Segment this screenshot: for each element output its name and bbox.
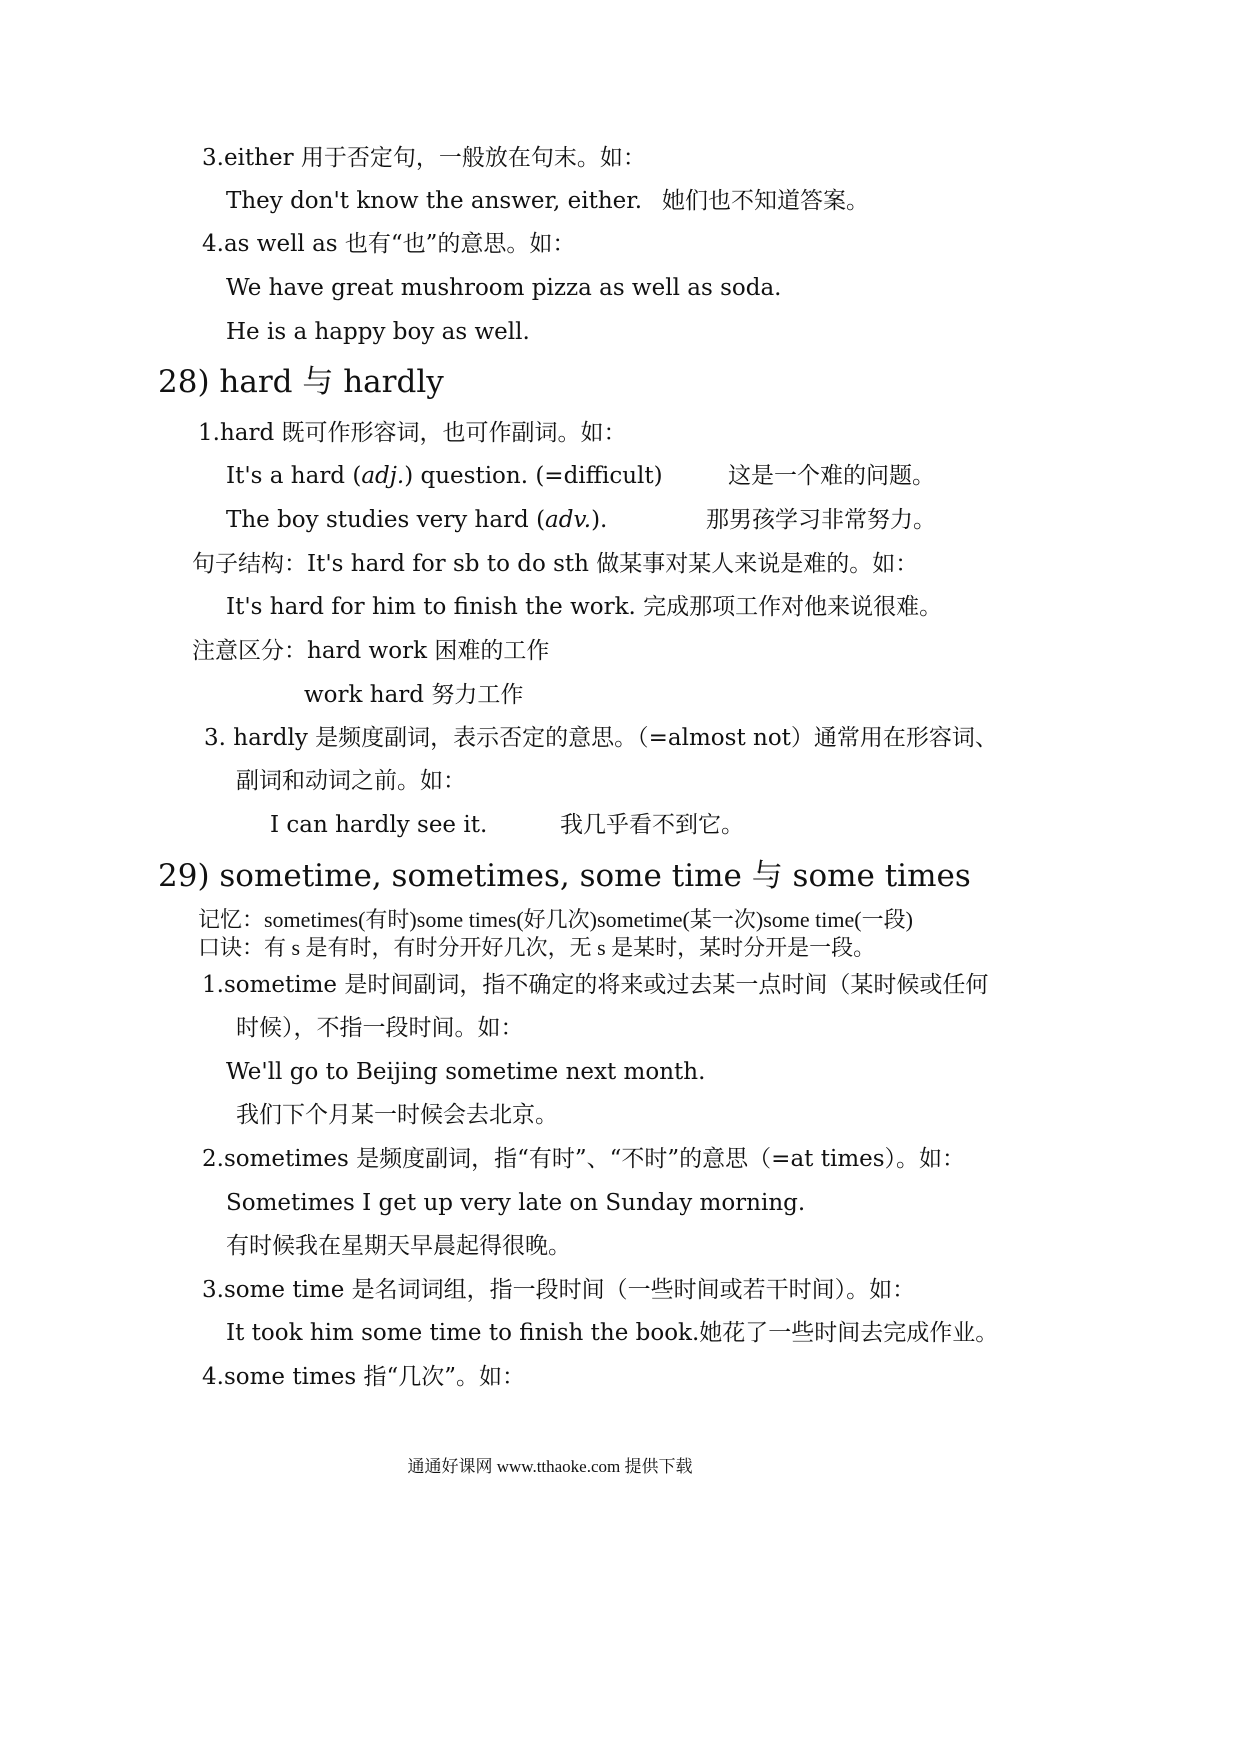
s28-example-1-abbr: adj. xyxy=(361,463,405,489)
s28-example-2-part-b: ). xyxy=(591,507,608,533)
s28-structure-example: It's hard for him to finish the work. 完成那项工作对他来说很难。 xyxy=(226,594,943,620)
s29-rhyme: 口诀：有 s 是有时，有时分开好几次，无 s 是某时，某时分开是一段。 xyxy=(198,935,876,960)
s29-item3-example: It took him some time to finish the book.她花了一些时间去完成作业。 xyxy=(226,1320,999,1346)
s28-example-2-cn: 那男孩学习非常努力。 xyxy=(706,507,936,533)
s28-example-2 xyxy=(226,505,607,535)
page-footer: 通通好课网 www.tthaoke.com 提供下载 xyxy=(407,1457,693,1476)
s28-example-2-part-a: The boy studies very hard ( xyxy=(226,507,546,533)
s28-example-1-part-a: It's a hard ( xyxy=(226,463,362,489)
s29-item2-example-cn: 有时候我在星期天早晨起得很晚。 xyxy=(226,1233,571,1259)
s28-example-1-part-b: ) question. (=difficult) xyxy=(404,463,663,489)
s27-item4: 4.as well as 也有“也”的意思。如： xyxy=(202,231,576,257)
s28-item1: 1.hard 既可作形容词，也可作副词。如： xyxy=(198,420,627,446)
s29-item1-example: We'll go to Beijing sometime next month. xyxy=(226,1059,706,1085)
s29-item3: 3.some time 是名词词组，指一段时间（一些时间或若干时间）。如： xyxy=(202,1277,916,1303)
s27-item4-example-1: We have great mushroom pizza as well as soda. xyxy=(226,275,782,301)
s29-heading: 29) sometime, sometimes, some time 与 some times xyxy=(158,858,971,894)
s28-example-2-abbr: adv. xyxy=(545,507,592,533)
s28-item3-line-1: 3. hardly 是频度副词，表示否定的意思。（=almost not）通常用在形容词、 xyxy=(204,725,998,751)
s27-item3-example: They don't know the answer, either. xyxy=(226,188,643,214)
s28-example-1-cn: 这是一个难的问题。 xyxy=(728,463,935,489)
s29-item4: 4.some times 指“几次”。如： xyxy=(202,1364,525,1390)
s27-item4-example-2: He is a happy boy as well. xyxy=(226,319,530,345)
s27-item3-example-cn: 她们也不知道答案。 xyxy=(662,188,869,214)
s28-note-2: work hard 努力工作 xyxy=(304,682,524,708)
s28-item3-line-2: 副词和动词之前。如： xyxy=(236,768,466,794)
s28-structure: 句子结构：It's hard for sb to do sth 做某事对某人来说是难的。如： xyxy=(192,551,919,577)
s29-item1-example-cn: 我们下个月某一时候会去北京。 xyxy=(236,1102,558,1128)
s28-item3-example: I can hardly see it. xyxy=(270,812,488,838)
s28-item3-example-cn: 我几乎看不到它。 xyxy=(560,812,744,838)
s29-item1-line-2: 时候），不指一段时间。如： xyxy=(236,1015,524,1041)
s28-example-1 xyxy=(226,461,663,491)
s28-heading: 28) hard 与 hardly xyxy=(158,364,444,400)
s29-item2-example: Sometimes I get up very late on Sunday morning. xyxy=(226,1190,806,1216)
s28-note-1: 注意区分：hard work 困难的工作 xyxy=(192,638,550,664)
s29-memo: 记忆：sometimes(有时)some times(好几次)sometime(某一次)some time(一段) xyxy=(198,907,913,932)
s29-item1-line-1: 1.sometime 是时间副词，指不确定的将来或过去某一点时间（某时候或任何 xyxy=(202,972,989,998)
s29-item2: 2.sometimes 是频度副词，指“有时”、“不时”的意思（=at times）。如： xyxy=(202,1146,966,1172)
s27-item3: 3.either 用于否定句，一般放在句末。如： xyxy=(202,145,646,171)
